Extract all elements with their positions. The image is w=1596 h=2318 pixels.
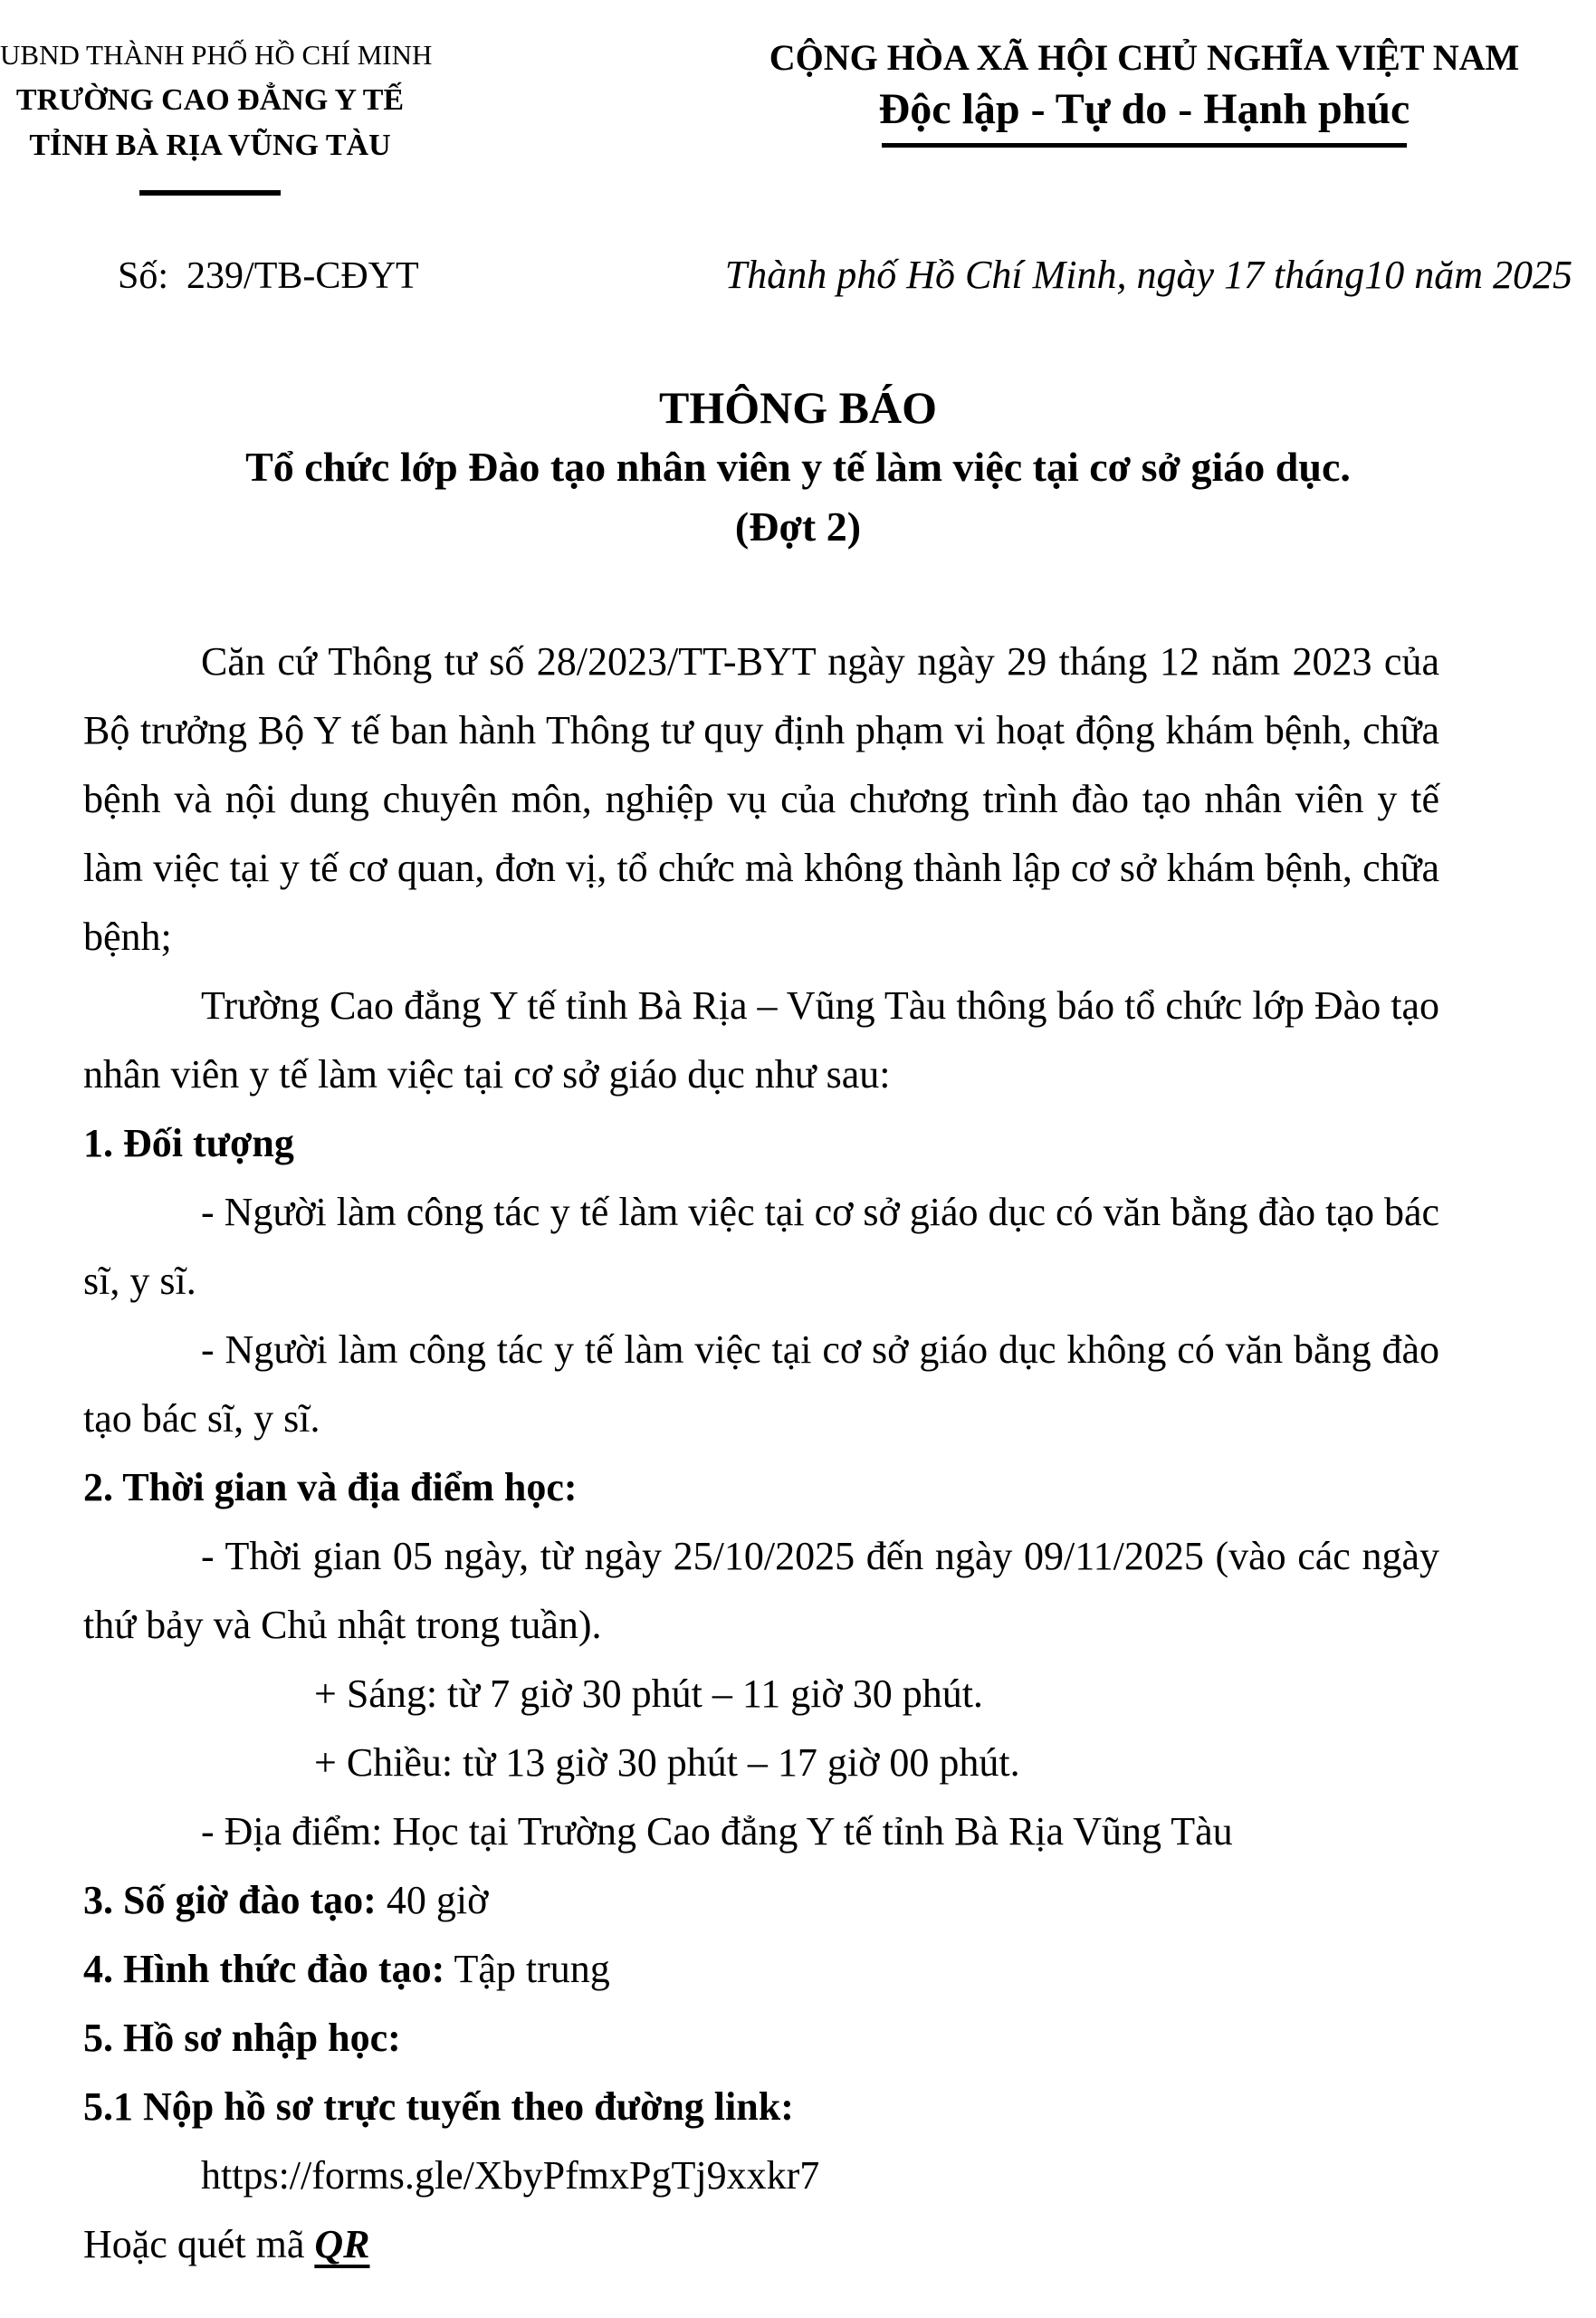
section-2-item-afternoon: + Chiều: từ 13 giờ 30 phút – 17 giờ 00 phút. <box>314 1740 1020 1785</box>
motto-underline <box>882 143 1407 148</box>
section-1-item-2: - Người làm công tác y tế làm việc tại cơ sở giáo dục không có văn bằng đào tạo bác sĩ, y sĩ. <box>83 1327 1439 1441</box>
section-4-value: Tập trung <box>444 1947 610 1991</box>
document-number <box>118 254 419 298</box>
document-title-block <box>0 378 1596 557</box>
national-motto-block <box>698 33 1596 148</box>
issuing-agency-block <box>0 33 433 196</box>
section-2-item-morning: + Sáng: từ 7 giờ 30 phút – 11 giờ 30 phút. <box>314 1671 983 1716</box>
section-5-1-heading: 5.1 Nộp hồ sơ trực tuyến theo đường link: <box>83 2084 794 2129</box>
section-2-item-location: - Địa điểm: Học tại Trường Cao đẳng Y tế tỉnh Bà Rịa Vũng Tàu <box>201 1809 1233 1853</box>
place-date-line: Thành phố Hồ Chí Minh, ngày 17 tháng10 năm 2025 <box>724 253 1572 297</box>
document-body <box>0 627 1596 2318</box>
document-meta-row <box>0 252 1596 298</box>
announcement-paragraph: Trường Cao đẳng Y tế tỉnh Bà Rịa – Vũng Tàu thông báo tổ chức lớp Đào tạo nhân viên y tế làm việc tại cơ sở giáo dục như sau: <box>83 983 1439 1097</box>
qr-instruction-line <box>83 2210 1439 2279</box>
section-4-line <box>83 1935 1439 2004</box>
registration-link[interactable]: https://forms.gle/XbyPfmxPgTj9xxkr7 <box>201 2153 820 2198</box>
section-1-item-1: - Người làm công tác y tế làm việc tại cơ sở giáo dục có văn bằng đào tạo bác sĩ, y sĩ. <box>83 1190 1439 1303</box>
agency-name-line2: TỈNH BÀ RỊA VŨNG TÀU <box>29 129 391 162</box>
section-4-heading: 4. Hình thức đào tạo: <box>83 1947 445 1991</box>
national-title: CỘNG HÒA XÃ HỘI CHỦ NGHĨA VIỆT NAM <box>769 37 1520 78</box>
document-number-label: Số: <box>118 255 169 297</box>
document-number-value: 239/TB-CĐYT <box>186 255 419 297</box>
section-2-heading: 2. Thời gian và địa điểm học: <box>83 1465 578 1509</box>
legal-basis-paragraph: Căn cứ Thông tư số 28/2023/TT-BYT ngày ngày 29 tháng 12 năm 2023 của Bộ trưởng Bộ Y tế ban hành Thông tư quy định phạm vi hoạt động khám bệnh, chữa bệnh và nội dung chuyên môn, nghiệp vụ của chương trình đào tạo nhân viên y tế làm việc tại y tế cơ quan, đơn vị, tổ chức mà không thành lập cơ sở khám bệnh, chữa bệnh; <box>83 639 1439 959</box>
document-header <box>0 33 1596 196</box>
registration-link-line <box>83 2141 1439 2210</box>
document-phase: (Đợt 2) <box>734 503 862 550</box>
section-3-heading: 3. Số giờ đào tạo: <box>83 1878 377 1922</box>
qr-emphasis-text: QR <box>314 2222 370 2266</box>
national-motto: Độc lập - Tự do - Hạnh phúc <box>878 85 1410 133</box>
section-1-heading: 1. Đối tượng <box>83 1121 294 1165</box>
document-subtitle: Tổ chức lớp Đào tạo nhân viên y tế làm việc tại cơ sở giáo dục. <box>245 444 1351 490</box>
document-title: THÔNG BÁO <box>659 382 937 433</box>
section-2-item-time: - Thời gian 05 ngày, từ ngày 25/10/2025 đến ngày 09/11/2025 (vào các ngày thứ bảy và Chủ nhật trong tuần). <box>83 1534 1439 1647</box>
section-3-line <box>83 1866 1439 1935</box>
agency-underline <box>139 190 281 196</box>
parent-agency-name: UBND THÀNH PHỐ HỒ CHÍ MINH <box>0 39 433 71</box>
agency-name-line1: TRƯỜNG CAO ĐẲNG Y TẾ <box>15 83 405 117</box>
qr-instruction-text: Hoặc quét mã <box>83 2222 315 2266</box>
section-5-heading: 5. Hồ sơ nhập học: <box>83 2016 401 2060</box>
section-3-value: 40 giờ <box>376 1878 489 1922</box>
